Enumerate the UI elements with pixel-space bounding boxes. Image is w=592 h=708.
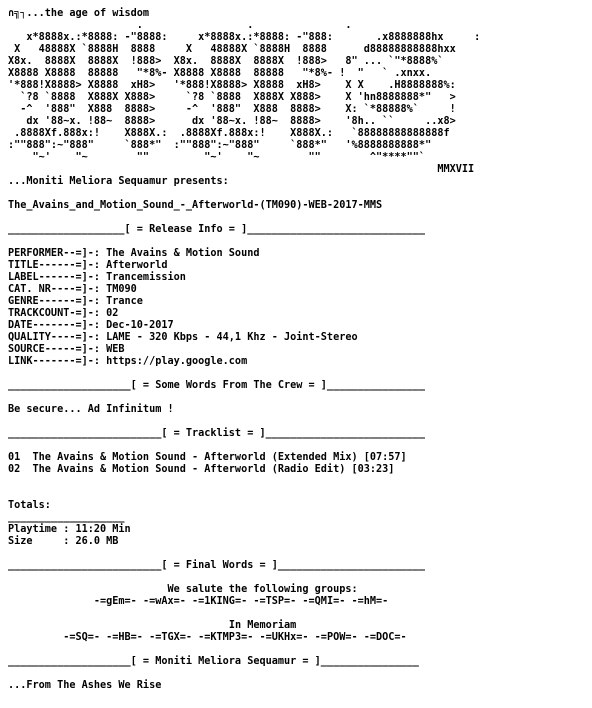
- logo-art-line: :""888":~"888" `888*" :""888":~"888" `888*" '%8888888888*": [8, 140, 432, 151]
- logo-art-line: X 48888X `8888H 8888 X 48888X `8888H 8888 d88888888888hxx: [8, 44, 456, 55]
- blank-line: [8, 644, 480, 656]
- release-info-field: SOURCE-----=]-: WEB: [8, 344, 125, 355]
- logo-art-line: -^ '888" X888 8888> -^ '888" X888 8888> X: `*88888%` !: [8, 104, 456, 115]
- blank-line: [8, 548, 480, 560]
- memoriam-groups: -=SQ=- -=HB=- -=TGX=- -=KTMP3=- -=UKHx=- -=POW=- -=DOC=-: [63, 632, 407, 643]
- logo-art-line: .8888Xf.888x:! X888X.: .8888Xf.888x:! X888X.: `88888888888888f: [8, 128, 450, 139]
- totals-size: Size : 26.0 MB: [8, 536, 119, 547]
- release-info-divider: ___________________[ = Release Info = ]_____________________________: [8, 224, 426, 235]
- totals-label: Totals:: [8, 500, 51, 511]
- logo-art-line: '*888!X8888> X8888 xH8> '*888!X8888> X8888 xH8> X X .H8888888%:: [8, 80, 456, 91]
- track-row: 01 The Avains & Motion Sound - Afterworld (Extended Mix) [07:57]: [8, 452, 407, 463]
- salute-groups: -=gEm=- -=wAx=- -=1KING=- -=TSP=- -=QMI=- -=hM=-: [93, 596, 389, 607]
- release-info-field: PERFORMER--=]-: The Avains & Motion Sound: [8, 248, 260, 259]
- totals-underline: ___________________: [8, 512, 125, 523]
- release-info-field: QUALITY----=]-: LAME - 320 Kbps - 44,1 Khz - Joint-Stereo: [8, 332, 358, 343]
- header-tagline: ∩╗┐...the age of wisdom: [8, 8, 150, 19]
- closing-line: ...From The Ashes We Rise: [8, 680, 162, 691]
- release-info-field: DATE-------=]-: Dec-10-2017: [8, 320, 174, 331]
- logo-art-line: dx '88~x. !88~ 8888> dx '88~x. !88~ 8888> '8h.. `` ..x8>: [8, 116, 456, 127]
- logo-art-line: X8888 X8888 88888 "*8%- X8888 X8888 88888 "*8%- ! " ` .xnxx.: [8, 68, 432, 79]
- crew-words-divider: ____________________[ = Some Words From The Crew = ]________________: [8, 380, 426, 391]
- logo-art-line: `?8 `8888 X888X X888> `?8 `8888 X888X X888> X 'hn8888888*" >: [8, 92, 456, 103]
- final-words-divider: _________________________[ = Final Words = ]________________________: [8, 560, 426, 571]
- blank-line: [8, 476, 480, 488]
- logo-art-line: X8x. 8888X 8888X !888> X8x. 8888X 8888X !888> 8" ... `"*8888%`: [8, 56, 444, 67]
- logo-art-line: . . .: [8, 20, 352, 31]
- logo-year-line: [8, 164, 480, 176]
- nfo-document: [8, 8, 480, 692]
- release-info-field: LABEL------=]-: Trancemission: [8, 272, 186, 283]
- salute-title-line: [8, 584, 480, 596]
- blank-line: [8, 368, 480, 380]
- salute-groups-line: [8, 596, 480, 608]
- footer-divider: ____________________[ = Moniti Meliora Sequamur = ]________________: [8, 656, 419, 667]
- release-info-field: CAT. NR----=]-: TM090: [8, 284, 137, 295]
- logo-art-line: "~' "~ "" "~' "~ "" ^"****""`: [8, 152, 426, 163]
- release-info-field: TRACKCOUNT-=]-: 02: [8, 308, 119, 319]
- crew-words-text: Be secure... Ad Infinitum !: [8, 404, 174, 415]
- blank-line: [8, 416, 480, 428]
- logo-art-line: x*8888x.:*8888: -"8888: x*8888x.:*8888: -"888: .x8888888hx :: [8, 32, 481, 43]
- salute-title: We salute the following groups:: [167, 584, 358, 595]
- memoriam-title: In Memoriam: [228, 620, 297, 631]
- memoriam-groups-line: [8, 632, 480, 644]
- totals-playtime: Playtime : 11:20 Min: [8, 524, 131, 535]
- release-info-field: TITLE------=]-: Afterworld: [8, 260, 168, 271]
- logo-year: MMXVII: [437, 164, 475, 175]
- blank-line: [8, 668, 480, 680]
- blank-line: [8, 608, 480, 620]
- release-info-field: GENRE------=]-: Trance: [8, 296, 143, 307]
- presents-line: ...Moniti Meliora Sequamur presents:: [8, 176, 229, 187]
- blank-line: [8, 212, 480, 224]
- tracklist-divider: _________________________[ = Tracklist = ]__________________________: [8, 428, 426, 439]
- blank-line: [8, 488, 480, 500]
- release-info-field: LINK-------=]-: https://play.google.com: [8, 356, 248, 367]
- memoriam-title-line: [8, 620, 480, 632]
- blank-line: [8, 572, 480, 584]
- blank-line: [8, 392, 480, 404]
- release-name: The_Avains_and_Motion_Sound_-_Afterworld-(TM090)-WEB-2017-MMS: [8, 200, 383, 211]
- track-row: 02 The Avains & Motion Sound - Afterworld (Radio Edit) [03:23]: [8, 464, 395, 475]
- blank-line: [8, 440, 480, 452]
- blank-line: [8, 188, 480, 200]
- blank-line: [8, 236, 480, 248]
